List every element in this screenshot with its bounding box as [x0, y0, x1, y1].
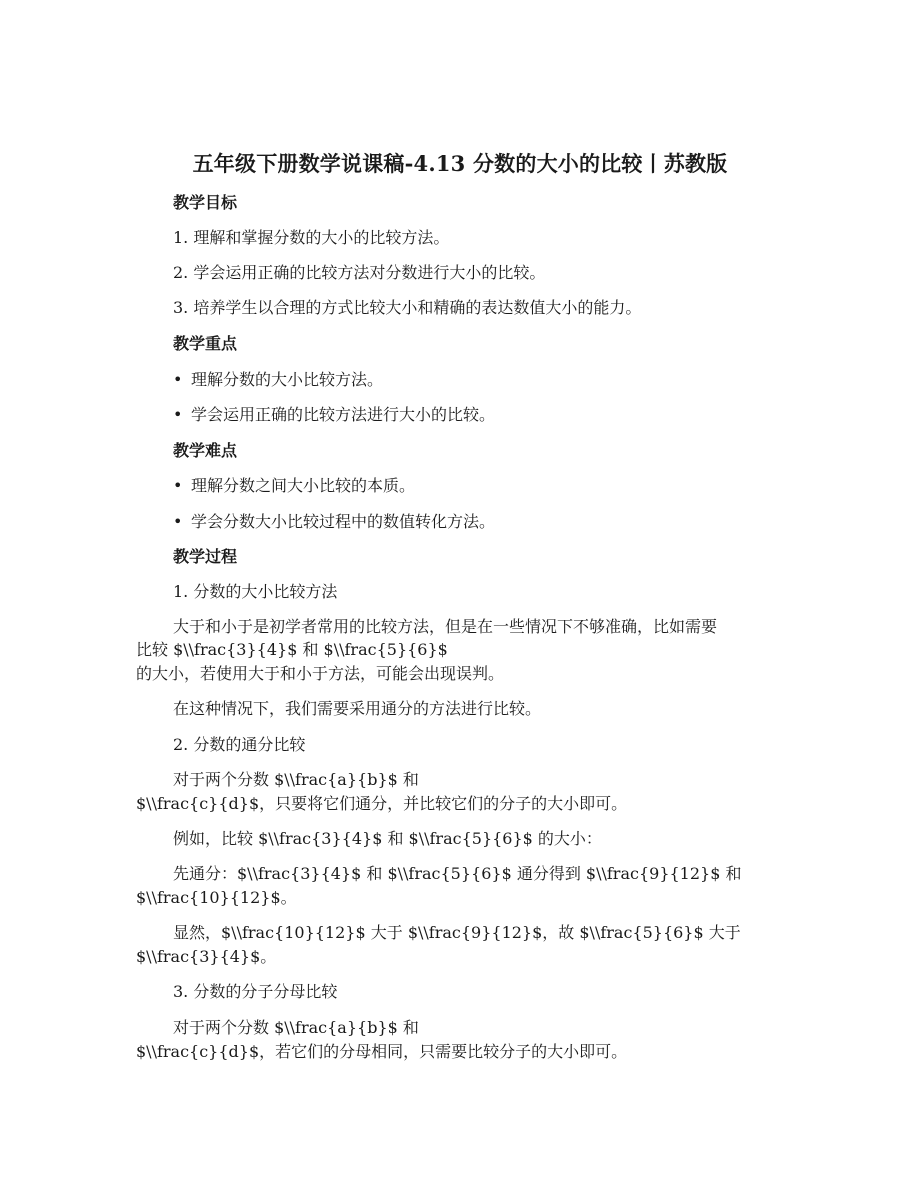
- objectives-heading: 教学目标: [173, 193, 238, 212]
- key-point-item: [173, 367, 383, 390]
- paragraph-line: $\\frac{c}{d}$，若它们的分母相同，只需要比较分子的大小即可。: [136, 1042, 628, 1061]
- key-point-text: 学会运用正确的比较方法进行大小的比较。: [191, 405, 496, 424]
- objective-item: 2. 学会运用正确的比较方法对分数进行大小的比较。: [173, 263, 546, 282]
- difficulty-item: [173, 509, 495, 532]
- bullet-dot: •: [173, 512, 183, 531]
- paragraph-line: 比较 $\\frac{3}{4}$ 和 $\\frac{5}{6}$: [136, 640, 448, 659]
- process-heading: 教学过程: [173, 547, 238, 566]
- bullet-dot: •: [173, 405, 183, 424]
- key-point-item: [173, 402, 495, 425]
- paragraph-line: 大于和小于是初学者常用的比较方法，但是在一些情况下不够准确，比如需要: [173, 617, 718, 636]
- difficulty-text: 学会分数大小比较过程中的数值转化方法。: [191, 512, 496, 531]
- document-title: 五年级下册数学说课稿-4.13 分数的大小的比较丨苏教版: [192, 151, 728, 176]
- difficulties-heading: 教学难点: [173, 441, 238, 460]
- objective-item: 1. 理解和掌握分数的大小的比较方法。: [173, 228, 450, 247]
- paragraph-line: $\\frac{c}{d}$，只要将它们通分，并比较它们的分子的大小即可。: [136, 794, 628, 813]
- bullet-dot: •: [173, 476, 183, 495]
- section-title: 3. 分数的分子分母比较: [173, 982, 338, 1001]
- section-title: 1. 分数的大小比较方法: [173, 582, 338, 601]
- paragraph-line: $\\frac{10}{12}$。: [136, 888, 297, 907]
- key-point-text: 理解分数的大小比较方法。: [191, 370, 384, 389]
- paragraph: 在这种情况下，我们需要采用通分的方法进行比较。: [173, 699, 542, 718]
- difficulty-text: 理解分数之间大小比较的本质。: [191, 476, 416, 495]
- objective-item: 3. 培养学生以合理的方式比较大小和精确的表达数值大小的能力。: [173, 298, 642, 317]
- paragraph-line: $\\frac{3}{4}$。: [136, 947, 277, 966]
- paragraph-line: 对于两个分数 $\\frac{a}{b}$ 和: [173, 1018, 419, 1037]
- paragraph-line: 显然，$\\frac{10}{12}$ 大于 $\\frac{9}{12}$，故 $\\frac{5}{6}$ 大于: [173, 923, 741, 942]
- bullet-dot: •: [173, 370, 183, 389]
- paragraph: 例如，比较 $\\frac{3}{4}$ 和 $\\frac{5}{6}$ 的大小：: [173, 829, 602, 848]
- paragraph-line: 的大小，若使用大于和小于方法，可能会出现误判。: [136, 664, 505, 683]
- section-title: 2. 分数的通分比较: [173, 735, 306, 754]
- difficulty-item: [173, 473, 415, 496]
- paragraph-line: 先通分：$\\frac{3}{4}$ 和 $\\frac{5}{6}$ 通分得到 $\\frac{9}{12}$ 和: [173, 864, 742, 883]
- key-points-heading: 教学重点: [173, 334, 238, 353]
- paragraph-line: 对于两个分数 $\\frac{a}{b}$ 和: [173, 770, 419, 789]
